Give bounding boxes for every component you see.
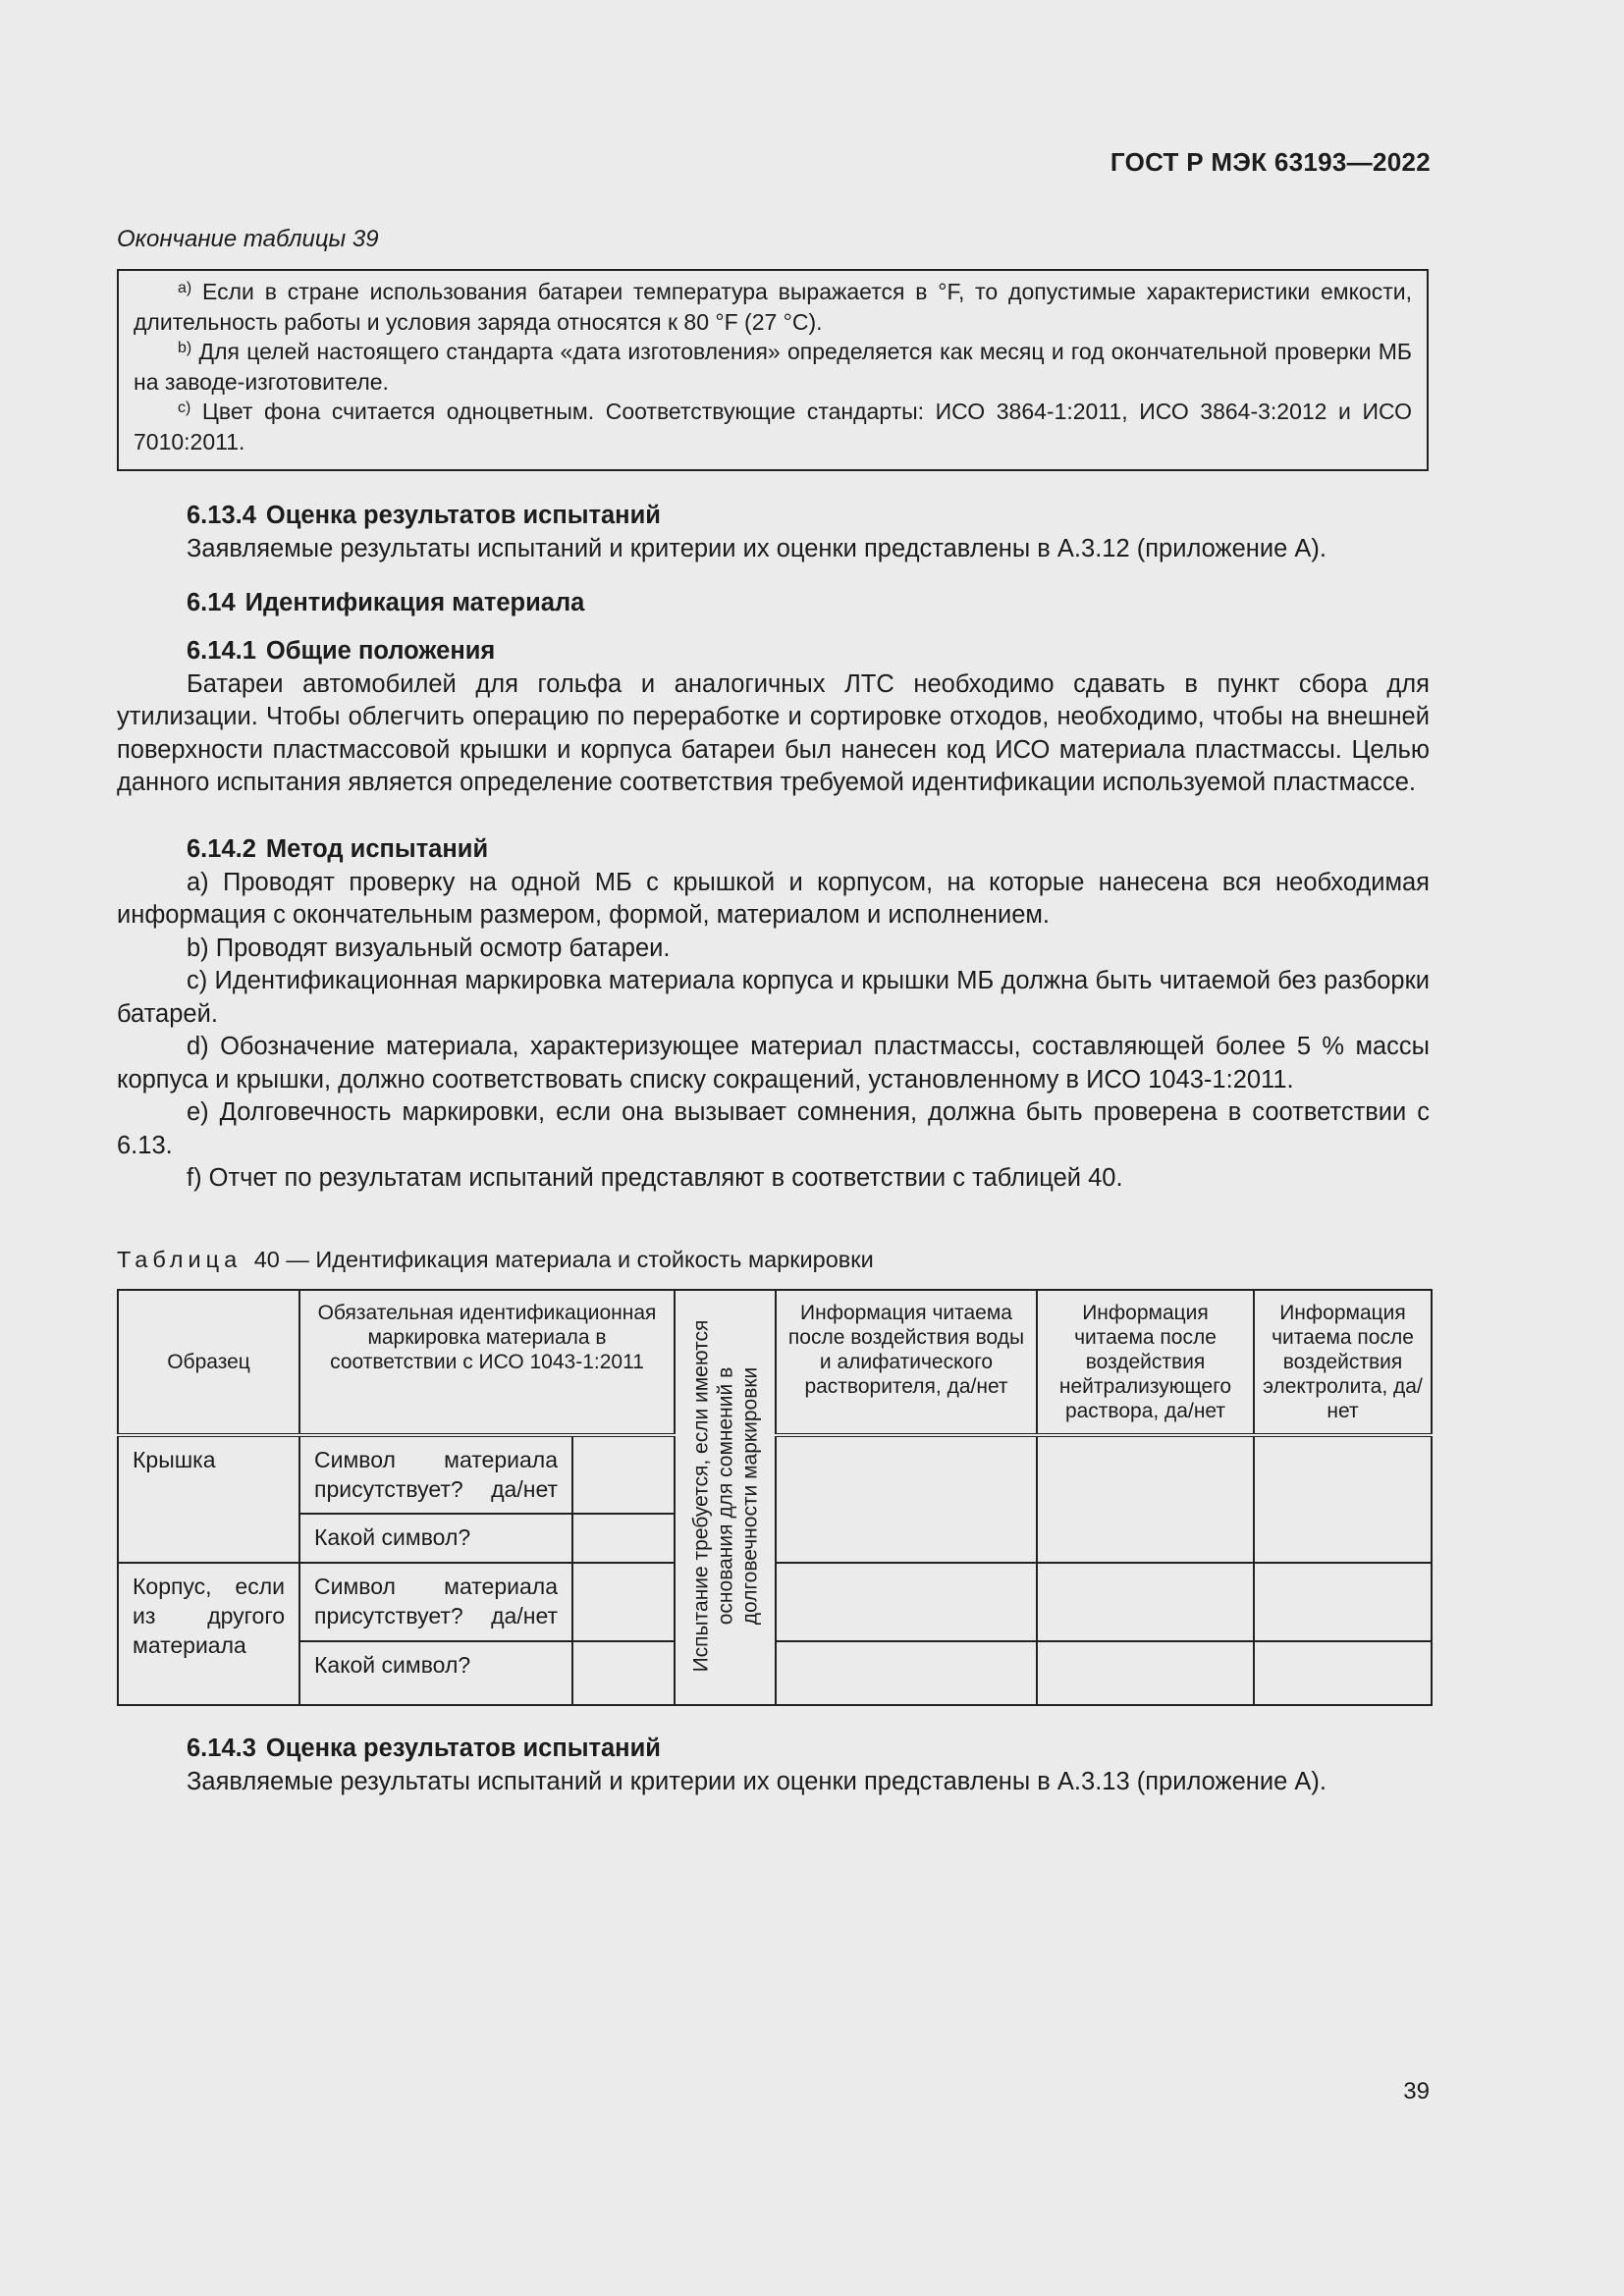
result-cell [1254, 1563, 1432, 1641]
section-paragraph: Заявляемые результаты испытаний и критерии их оценки представлены в А.3.12 (приложение А). [187, 534, 1326, 562]
table-title: — Идентификация материала и стойкость маркировки [286, 1247, 874, 1272]
sample-cell: Крышка [118, 1435, 299, 1563]
section-6-14-1 [117, 635, 1430, 800]
result-cell [776, 1641, 1037, 1705]
table-continuation-label: Окончание таблицы 39 [117, 226, 379, 252]
section-title: Метод испытаний [265, 835, 489, 863]
section-6-14-2 [117, 833, 1430, 1196]
page-number: 39 [1403, 2078, 1430, 2105]
header-marking: Обязательная идентификационная маркировка материала в соответствии с ИСО 1043-1:2011 [299, 1290, 675, 1435]
section-paragraph: Батареи автомобилей для гольфа и аналогичных ЛТС необходимо сдавать в пункт сбора для утилизации. Чтобы облегчить операцию по переработке и сортировке отходов, необходимо, чтобы на внешней поверхности пластмассовой крышки и корпуса батареи был нанесен код ИСО материала пластмассы. Целью данного испытания является определение соответствия требуемой идентификации используемой пластмассе. [117, 669, 1430, 796]
table-caption [117, 1247, 874, 1273]
section-heading [117, 500, 1430, 533]
list-item: a) Проводят проверку на одной МБ с крышкой и корпусом, на которые нанесена вся необходимая информация с окончательным размером, формой, материалом и исполнением. [117, 868, 1430, 929]
header-neutralizing: Информация читаема после воздействия нейтрализующего раствора, да/нет [1037, 1290, 1254, 1435]
section-title: Оценка результатов испытаний [265, 502, 661, 529]
table-header-row [118, 1290, 1432, 1435]
result-cell [1037, 1641, 1254, 1705]
footnote-mark: a) [178, 280, 192, 296]
header-test-required-text: Испытание требуется, если имеются основания для сомнений в долговечности маркировки [689, 1319, 761, 1673]
header-electrolyte: Информация читаема после воздействия электролита, да/нет [1254, 1290, 1432, 1435]
section-heading [117, 833, 1430, 867]
table-label: Таблица [117, 1247, 243, 1272]
result-cell [776, 1435, 1037, 1563]
footnote-mark: c) [178, 400, 191, 416]
table-number: 40 [253, 1247, 280, 1272]
section-heading [117, 587, 1430, 620]
list-item: f) Отчет по результатам испытаний представляют в соответствии с таблицей 40. [187, 1164, 1123, 1192]
section-6-14-3 [117, 1733, 1430, 1798]
section-title: Общие положения [265, 637, 496, 665]
section-number: 6.14 [187, 589, 236, 616]
standard-code: ГОСТ Р МЭК 63193—2022 [1110, 147, 1431, 177]
header-water: Информация читаема после воздействия воды и алифатического растворителя, да/нет [776, 1290, 1037, 1435]
result-cell [1254, 1641, 1432, 1705]
footnote-text: Цвет фона считается одноцветным. Соответствующие стандарты: ИСО 3864-1:2011, ИСО 3864-3:2012 и ИСО 7010:2011. [134, 399, 1413, 454]
answer-cell [572, 1563, 675, 1641]
question-cell: Символ материала присутствует? да/нет [299, 1435, 572, 1514]
footnote-text: Для целей настоящего стандарта «дата изготовления» определяется как месяц и год окончательной проверки МБ на заводе-изготовителе. [134, 339, 1412, 395]
result-cell [776, 1563, 1037, 1641]
footnote-a [134, 277, 1412, 337]
section-title: Идентификация материала [244, 589, 585, 616]
result-cell [1037, 1563, 1254, 1641]
section-number: 6.14.3 [187, 1735, 256, 1762]
header-test-required [675, 1290, 776, 1705]
footnote-b [134, 337, 1412, 397]
footnote-c [134, 397, 1412, 456]
section-heading [117, 635, 1430, 668]
header-sample: Образец [118, 1290, 299, 1435]
section-heading [117, 1733, 1430, 1766]
question-cell: Какой символ? [299, 1641, 572, 1705]
section-number: 6.14.2 [187, 835, 256, 863]
list-item: b) Проводят визуальный осмотр батареи. [187, 934, 671, 962]
section-number: 6.13.4 [187, 502, 256, 529]
question-cell: Какой символ? [299, 1514, 572, 1563]
section-6-14 [117, 587, 1430, 620]
sample-cell: Корпус, если из другого материала [118, 1563, 299, 1705]
section-number: 6.14.1 [187, 637, 256, 665]
list-item: c) Идентификационная маркировка материала корпуса и крышки МБ должна быть читаемой без разборки батарей. [117, 967, 1430, 1028]
table-40 [117, 1289, 1433, 1706]
result-cell [1037, 1435, 1254, 1563]
list-item: d) Обозначение материала, характеризующее материал пластмассы, составляющей более 5 % массы корпуса и крышки, должно соответствовать списку сокращений, установленному в ИСО 1043-1:2011. [117, 1033, 1430, 1094]
footnotes-box [117, 269, 1429, 471]
question-cell: Символ материала присутствует? да/нет [299, 1563, 572, 1641]
footnote-text: Если в стране использования батареи температура выражается в °F, то допустимые характеристики емкости, длительность работы и условия заряда относятся к 80 °F (27 °C). [134, 279, 1412, 335]
section-paragraph: Заявляемые результаты испытаний и критерии их оценки представлены в А.3.13 (приложение А). [187, 1767, 1326, 1795]
section-title: Оценка результатов испытаний [265, 1735, 661, 1762]
answer-cell [572, 1435, 675, 1514]
section-6-13-4 [117, 500, 1430, 565]
answer-cell [572, 1514, 675, 1563]
result-cell [1254, 1435, 1432, 1563]
footnote-mark: b) [178, 340, 192, 356]
list-item: e) Долговечность маркировки, если она вызывает сомнения, должна быть проверена в соответствии с 6.13. [117, 1098, 1430, 1159]
answer-cell [572, 1641, 675, 1705]
